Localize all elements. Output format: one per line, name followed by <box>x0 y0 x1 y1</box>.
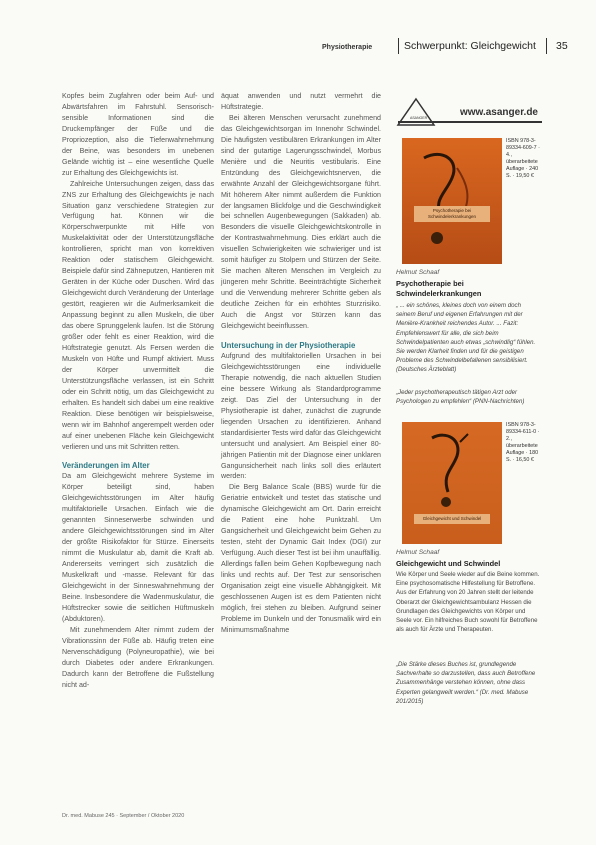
publisher-name: ASANGER <box>410 116 428 120</box>
paragraph: Aufgrund des multifaktoriellen Ursachen in bei Gleichgewichtsstörungen eine individuelle Therapie notwendig, die nach aktuellen Studien eine bessere Wirkung als Standardprogramme zeigt. Das Ziel der Untersuchung in der Physiotherapie ist daher, zunächst die zugrunde liegenden Ursachen zu identifizieren. Anhand standardisierter Tests wird dafür das Gleichgewicht untersucht und analysiert. Am Beispiel einer 80-jährigen Patientin mit der Diagnose einer unklaren Gangunsicherheit nach links soll dies erläutert werden: <box>221 351 381 481</box>
cover-title: Psychotherapie bei Schwindelerkrankungen <box>414 206 490 222</box>
book-review-quote: „ ... ein schönes, kleines doch von einem doch seinem Beruf und eigenen Erfahrungen mit der Menière-Krankheit reichendes Autor. ... Fazit: Empfehlenswert für alle, die sich beim Schwindelpatienten auch etwas „schwindlig“ fühlen. Sie werden Klarheit finden und für die geistigen Probleme des Schwindelbefallenen sensibilisiert. (Deutsches Ärzteblatt) <box>396 302 536 374</box>
paragraph: äquat anwenden und nutzt vermehrt die Hüftstrategie. <box>221 92 381 111</box>
paragraph: Kopfes beim Zugfahren oder beim Auf- und Abwärtsfahren im Fahrstuhl. Sensorisch-sensible Informationen sind die Druckempfänger der Füße und die Propriozeption, also die Tiefenwahrnehmung der Beine, was besonders im unebenen Gelände wichtig ist – eine wesentliche Quelle zur Erhaltung des Gleichgewichts ist. <box>62 92 214 177</box>
paragraph: Zahlreiche Untersuchungen zeigen, dass das ZNS zur Erhaltung des Gleichgewichts je nach Situation ganz verschiedene Strategien zur Verfügung hat. Können wir die Körperschwerpunkte mit Hilfe von Muskelaktivität oder der Unterstützungsfläche kontrollieren, spricht man von korrektiven Reaktion oder statischem Gleichgewicht. Beispiele dafür sind Zähneputzen, Hantieren mit Geräten in der Küche oder Duschen. Wird das Gleichgewicht durch Veränderung der Unterlage gestört, reagieren wir die Aufmerksamkeit die Anpassung beginnt zu allen Muskeln, die über das obere Sprunggelenk laufen. Ist die Störung größer oder fehlt es einer Reaktion, wird die Hüftstrategie genutzt. Als Fersen werden die Muskeln von Hüfte und Rumpf aktiviert. Muss der Körper unvermittelt die Unterstützungsfläche verlassen, ist ein Schritt oder ein Schritt nötig, um das Gleichgewicht zu erhalten. Es handelt sich dabei um eine reaktive Reaktion. Diese benötigen wir beispielsweise, wenn wir im Bahnhof angerempelt werden oder auf einer unebenen Fläche kein Gleichgewicht verlieren und uns mit Schritten retten. <box>62 179 214 451</box>
section-label: Physiotherapie <box>322 44 373 51</box>
section-heading: Veränderungen im Alter <box>62 461 150 471</box>
publisher-logo[interactable] <box>392 95 542 129</box>
book-cover-gleichgewicht <box>402 422 502 544</box>
paragraph: Bei älteren Menschen verursacht zunehmend das Gleichgewichtsorgan im Innenohr Schwindel. Die häufigsten vestibulären Erkrankungen im Alter sind der gutartige Lagerungsschwindel, Morbus Menière und die Neuritis vestibularis. Eine Entzündung des Gleichgewichtsnerven, die erwähnte Anzahl der Gleichgewichtsorgane führt. Mit höherem Alter nimmt außerdem die Funktion der langsamen Blickfolge und die Geschwindigkeit bei schnellen Augenbewegungen (Sakkaden) ab. Besonders die visuelle Gleichgewichtskontrolle in der Kontrastwahrnehmung. Dies erklärt auch die visuellen Schwierigkeiten wie schwieriger und ist somit häufiger zu Stolpern und Stürzen der Seite. Sie machen älteren Menschen im Vergleich zu jüngeren mehr Schritte. Beeinträchtigte Sicherheit und die Verwendung mehrerer Schritte geben als deutliche Zeichen für ein erhöhtes Sturzrisiko. Auch die Angst vor Stürzen kann das Gleichgewicht beeinflussen. <box>221 113 381 331</box>
article-column-right <box>221 91 381 636</box>
book-description: Wie Körper und Seele wieder auf die Beine kommen. Eine psychosomatische Hilfestellung für Betroffene. Aus der Erfahrung von 20 Jahren stellt der leitende Oberarzt der Gleichgewichtsambulanz Hessen die Grundlagen des Gleichgewichts von Körper und Seele vor. Ein hilfreiches Buch sowohl für Betroffene als auch für Ärzte und Therapeuten. <box>396 571 540 634</box>
book-title: Gleichgewicht und Schwindel <box>396 559 501 568</box>
book-title: Psychotherapie bei Schwindelerkrankungen <box>396 279 482 298</box>
book-cover-psychotherapie <box>402 138 502 264</box>
book-author: Helmut Schaaf <box>396 269 440 276</box>
book-review-quote: „Die Stärke dieses Buches ist, grundlegende Sachverhalte so darzustellen, dass auch Betroffene Zusammenhänge verstehen können, ohne dass Experten gelangweilt werden.“ (Dr. med. Mabuse 201/2015) <box>396 661 536 705</box>
header-divider <box>546 38 547 54</box>
paragraph: Mit zunehmendem Alter nimmt zudem der Vibrationssinn der Füße ab. Häufig treten eine Nervenschädigung (Polyneuropathie), wie bei durch Diabetes oder andere Erkrankungen. Dadurch kann der Betroffene die Fußstellung nicht ad- <box>62 625 214 689</box>
cover-art-icon <box>402 138 502 264</box>
page-number: 35 <box>556 40 568 52</box>
paragraph: Die Berg Balance Scale (BBS) wurde für die Geriatrie entwickelt und testet das statische und dynamische Gleichgewicht am Ort. Darin erreicht die Patient eine hohe Punktzahl. Um Gangsicherheit und Gleichgewicht beim Gehen zu testen, steht der Dynamic Gait Index (DGI) zur Verfügung. Auch dieser Test ist bei ihm unauffällig. Allerdings fallen beim Gehen Kopfbewegung nach links und rechts auf. Der Test zur sensorischen Organisation zeigt eine visuelle Abhängigkeit. Mit geschlossenen Augen ist es dem Patienten nicht möglich, frei stehen zu bleiben. Aufgrund seiner Probleme im Dunkeln und der Tonusmalik wird ein Minimumsmaßnahme <box>221 483 381 634</box>
article-column-left <box>62 91 214 691</box>
book-isbn: ISBN 978-3-89334-611-0 · 2., überarbeitete Auflage · 180 S. · 16,50 € <box>506 422 540 463</box>
cover-art-icon <box>402 422 502 544</box>
header-divider <box>398 38 399 54</box>
cover-title: Gleichgewicht und Schwindel <box>414 514 490 524</box>
section-heading: Untersuchung in der Physiotherapie <box>221 340 356 350</box>
book-review-quote: „Jeder psychotherapeutisch tätigen Arzt oder Psychologen zu empfehlen“ (PNN-Nachrichten) <box>396 389 525 406</box>
book-isbn: ISBN 978-3-89334-609-7 · 4., überarbeitete Auflage · 240 S. · 19,50 € <box>506 138 540 179</box>
publisher-url[interactable]: www.asanger.de <box>460 107 538 118</box>
logo-underline <box>398 121 542 123</box>
paragraph: Da am Gleichgewicht mehrere Systeme im Körper beteiligt sind, haben Gleichgewichtsstörungen im Alter häufig multifaktorielle Ursachen. Einfach wie die genannten Sinneserwerbe schwinden und andere Gleichgewichtsstörungen sind im Alter der größte Risikofaktor für Stürze. Einerseits nimmt die Muskulatur ab, damit die Kraft ab. Andererseits verringert sich zusätzlich die Muskelkraft und -masse. Relevant für das Gleichgewicht in der Sinneswahrnehmung der Beine. Insbesondere die Wadenmuskulatur, die Hüftstrecker sowie die seitlichen Hüftmuskeln (Abduktoren). <box>62 472 214 623</box>
topic-title: Schwerpunkt: Gleichgewicht <box>404 40 536 52</box>
book-author: Helmut Schaaf <box>396 549 440 556</box>
page-footer: Dr. med. Mabuse 245 · September / Oktober 2020 <box>62 813 185 819</box>
